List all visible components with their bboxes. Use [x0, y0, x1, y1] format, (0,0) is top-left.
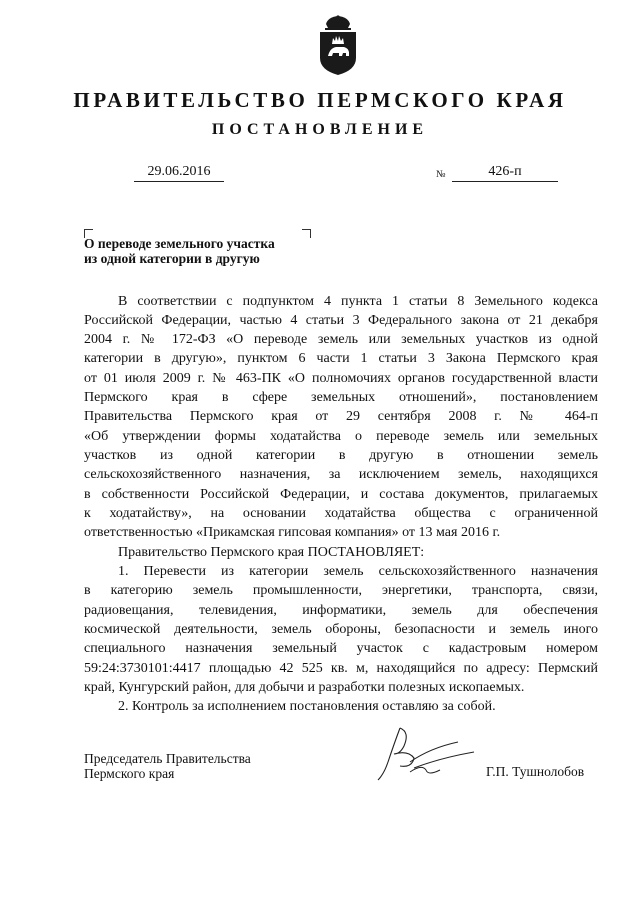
- subject-line: О переводе земельного участка: [84, 236, 275, 251]
- body-line: Правительства Пермского края от 29 сентября 2008 г. № 464-п: [84, 409, 598, 424]
- body-line: «Об утверждении формы ходатайства о переводе земель или земельных: [84, 429, 598, 444]
- item-line: 2. Контроль за исполнением постановления оставляю за собой.: [118, 699, 496, 714]
- body-line: В соответствии с подпунктом 4 пункта 1 статьи 8 Земельного кодекса: [118, 294, 598, 309]
- handwritten-signature: [370, 724, 480, 782]
- body-line: участков из одной категории в другую в отношении земель: [84, 448, 598, 463]
- item-line: 59:24:3730101:4417 площадью 42 525 кв. м, находящийся по адресу: Пермский: [84, 661, 598, 676]
- body-line: сельскохозяйственного назначения, за исключением земель, находящихся: [84, 467, 598, 482]
- subject-bracket-right: [302, 229, 311, 238]
- number-sign: №: [436, 169, 446, 180]
- subject-line: из одной категории в другую: [84, 251, 260, 266]
- signatory-title-line: Пермского края: [84, 766, 175, 781]
- decree-statement: Правительство Пермского края ПОСТАНОВЛЯЕТ:: [118, 545, 425, 560]
- body-line: 2004 г. № 172-ФЗ «О переводе земель или земельных участков из одной: [84, 332, 598, 347]
- body-line: Российской Федерации, частью 4 статьи 3 Федерального закона от 21 декабря: [84, 313, 598, 328]
- government-name: ПРАВИТЕЛЬСТВО ПЕРМСКОГО КРАЯ: [73, 88, 567, 112]
- item-line: космической деятельности, земель обороны, безопасности и земель иного: [84, 622, 598, 637]
- body-line: ответственностью «Прикамская гипсовая компания» от 13 мая 2016 г.: [84, 525, 501, 540]
- decree-subject: [84, 236, 275, 266]
- item-line: край, Кунгурский район, для добычи и разработки полезных ископаемых.: [84, 680, 525, 695]
- signatory-name: Г.П. Тушнолобов: [486, 764, 585, 779]
- item-line: в категорию земель промышленности, энергетики, транспорта, связи,: [84, 583, 598, 598]
- item-line: специального назначения земельный участок с кадастровым номером: [84, 641, 598, 656]
- body-line: категории в другую», пунктом 6 части 1 статьи 3 Закона Пермского края: [84, 351, 598, 366]
- signatory-title-line: Председатель Правительства: [84, 751, 251, 766]
- decree-number: 426-п: [452, 163, 558, 182]
- item-line: радиовещания, телевидения, информатики, земель для обеспечения: [84, 603, 598, 618]
- body-line: от 01 июля 2009 г. № 463-ПК «О полномочиях органов государственной власти: [84, 371, 598, 386]
- signatory-title: [84, 751, 251, 781]
- body-line: Пермского края в сфере земельных отношений», постановлением: [84, 390, 598, 405]
- decree-date: 29.06.2016: [134, 163, 224, 182]
- document-type: ПОСТАНОВЛЕНИЕ: [211, 121, 429, 138]
- perm-krai-coat-of-arms-icon: [316, 14, 360, 76]
- item-line: 1. Перевести из категории земель сельскохозяйственного назначения: [118, 564, 598, 579]
- body-line: к ходатайству», на основании ходатайства общества с ограниченной: [84, 506, 598, 521]
- body-line: в собственности Российской Федерации, и состава документов, прилагаемых: [84, 487, 598, 502]
